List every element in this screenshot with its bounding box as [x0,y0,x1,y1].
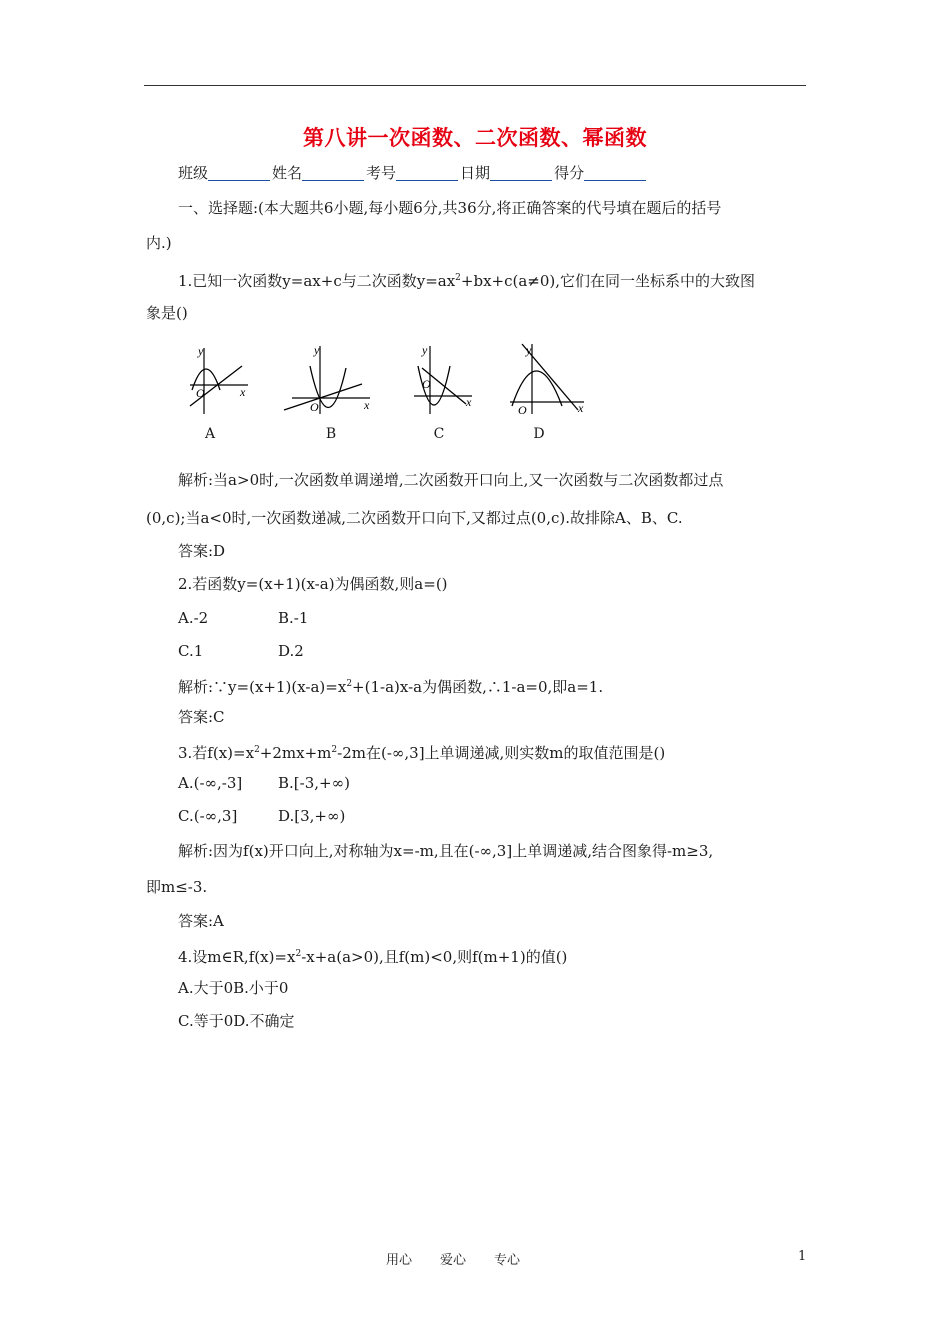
graph-d [506,340,588,420]
graph-a-label: A [204,426,216,442]
graph-b-label: B [325,426,337,442]
q2-option-a: A.-2 [178,609,209,627]
q3-option-c: C.(-∞,3] [178,807,238,825]
graph-c-origin: O [422,377,431,391]
q3-options-row1 [178,773,350,793]
header-rule [144,85,806,86]
date-blank[interactable] [490,163,552,181]
q1-text: 1.已知一次函数y=ax+c与二次函数$y=ax^2+bx+c(a\ne 0)$,它们在同一坐标系中的大致图 [178,272,756,290]
q4-options-row2: C.等于0D.不确定 [178,1012,295,1030]
footer-word-1: 用心 [386,1253,413,1268]
q3-option-a: A.(-∞,-3] [178,774,243,792]
graph-a-origin: O [196,386,205,400]
graph-d-origin: O [518,403,527,417]
section-heading: 一、选择题:(本大题共6小题,每小题6分,共36分,将正确答案的代号填在题后的括号 [178,199,722,217]
graph-a [184,340,256,420]
q2-options-row1 [178,608,308,628]
class-blank[interactable] [208,163,270,181]
q3-option-d: D.[3,+∞) [278,807,346,825]
graph-d-x-label: x [578,401,584,415]
footer-word-2: 爱心 [440,1253,467,1268]
graph-c-y-label: y [422,343,428,357]
graph-d-label: D [533,426,545,442]
q1-answer: 答案:D [178,542,226,560]
q3-text: 3.若$f(x)=x^2+2mx+m^2-2m$在(-∞,3]上单调递减,则实数m的取值范围是() [178,744,666,762]
graph-c-x-label: x [466,395,472,409]
graph-b-x-label: x [364,398,370,412]
graph-a-x-label: x [240,385,246,399]
graph-c-label: C [433,426,445,442]
name-blank[interactable] [302,163,364,181]
graph-c [410,340,482,420]
q1-analysis: 解析:当a>0时,一次函数单调递增,二次函数开口向上,又一次函数与二次函数都过点 [178,471,724,489]
q3-analysis-cont: 即m≤-3. [146,878,208,896]
graph-b-y-label: y [314,343,320,357]
footer [386,1249,548,1268]
q3-answer: 答案:A [178,912,224,930]
date-label: 日期 [460,164,491,182]
q4-options-row1: A.大于0B.小于0 [178,979,289,997]
q2-option-c: C.1 [178,642,204,660]
q4-text: 4.设$m\in R,f(x)=x^2-x+a(a>0)$,且f(m)<0,则f(m+1)的值() [178,948,568,966]
q2-analysis: 解析$:\because y=(x+1)(x-a)=x^2+(1-a)x-a$为偶函数,∴1-a=0,即a=1. [178,678,604,696]
q2-answer: 答案:C [178,708,225,726]
score-label: 得分 [554,164,585,182]
page-number: 1 [798,1249,807,1264]
exam-id-label: 考号 [366,164,397,182]
q3-analysis: 解析:因为f(x)开口向上,对称轴为x=-m,且在(-∞,3]上单调递减,结合图象得-m≥3, [178,842,714,860]
footer-word-3: 专心 [494,1253,521,1268]
graph-b [280,340,376,420]
graph-d-y-label: y [526,343,532,357]
exam-id-blank[interactable] [396,163,458,181]
q3-options-row2 [178,806,345,826]
info-line [178,163,648,183]
graph-b-origin: O [310,400,319,414]
graph-a-y-label: y [198,344,204,358]
q2-options-row2 [178,641,304,661]
q1-text-cont: 象是() [146,304,188,322]
q3-option-b: B.[-3,+∞) [278,774,350,792]
q2-option-d: D.2 [278,642,304,660]
page-title: 第八讲一次函数、二次函数、幂函数 [303,125,647,150]
score-blank[interactable] [584,163,646,181]
q2-option-b: B.-1 [278,609,309,627]
section-heading-cont: 内.) [146,234,172,252]
q2-text: 2.若函数y=(x+1)(x-a)为偶函数,则a=() [178,575,448,593]
name-label: 姓名 [272,164,303,182]
q1-analysis-cont: (0,c);当a<0时,一次函数递减,二次函数开口向下,又都过点(0,c).故排除A、B、C. [146,509,683,527]
class-label: 班级 [178,164,209,182]
